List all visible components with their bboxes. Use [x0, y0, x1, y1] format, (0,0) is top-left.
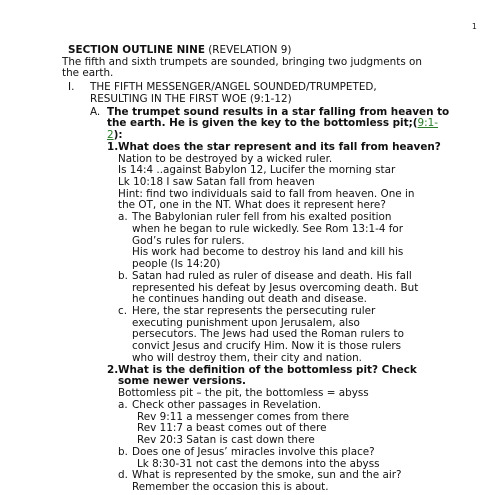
- page-number: 1: [471, 22, 477, 31]
- ref-rev-20-3: Rev 20:3 Satan is cast down there: [137, 434, 315, 447]
- sub-a-letter: a.: [118, 211, 128, 224]
- sub-c-line-3: persecutors. The Jews had used the Roman rulers to: [132, 328, 404, 341]
- answer-1-line-1: Nation to be destroyed by a wicked ruler.: [118, 152, 333, 165]
- sub-c-line-2: executing punishment upon Jerusalem, also: [132, 316, 360, 329]
- sub-2a-text: Check other passages in Revelation.: [132, 398, 322, 411]
- question-2-line-2: some newer versions.: [118, 375, 247, 388]
- sub-b-line-3: he continues handing out death and disease.: [132, 293, 367, 306]
- question-2-line-1: What is the definition of the bottomless pit? Check: [118, 363, 417, 376]
- sub-2a-letter: a.: [118, 398, 128, 411]
- ref-rev-9-11: Rev 9:11 a messenger comes from there: [137, 410, 350, 423]
- point-A-close: ):: [113, 129, 123, 142]
- sub-c-line-1: Here, the star represents the persecuting ruler: [132, 305, 376, 318]
- point-A-line-3: [107, 129, 123, 142]
- sub-a-line-1: The Babylonian ruler fell from his exalted position: [132, 211, 392, 224]
- sub-b-line-2: represented his defeat by Jesus overcoming death. But: [132, 281, 419, 294]
- sub-c-line-5: who will destroy them, their city and nation.: [132, 351, 362, 364]
- point-A-line-2: [107, 117, 438, 130]
- sub-b-line-1: Satan had ruled as ruler of disease and death. His fall: [132, 269, 412, 282]
- sub-c-letter: c.: [118, 305, 128, 318]
- outline-letter-A: A.: [90, 105, 101, 118]
- sub-2b-letter: b.: [118, 445, 128, 458]
- sub-a-line-4: His work had become to destroy his land and kill his: [132, 246, 404, 259]
- section-title-bold: SECTION OUTLINE NINE: [68, 44, 205, 56]
- sub-a-line-3: God’s rules for rulers.: [132, 234, 245, 247]
- sub-2b-line-2: Lk 8:30-31 not cast the demons into the abyss: [137, 457, 380, 470]
- question-1-number: 1.: [107, 140, 119, 153]
- outline-heading-I-line-1: THE FIFTH MESSENGER/ANGEL SOUNDED/TRUMPETED,: [90, 81, 377, 94]
- answer-1-line-4: Hint: find two individuals said to fall from heaven. One in: [118, 187, 415, 200]
- question-2-number: 2.: [107, 363, 119, 376]
- answer-1-line-5: the OT, one in the NT. What does it represent here?: [118, 199, 386, 212]
- sub-a-line-2: when he began to rule wickedly. See Rom 13:1-4 for: [132, 222, 404, 235]
- section-summary-line-2: the earth.: [62, 67, 114, 80]
- answer-2-line-1: Bottomless pit – the pit, the bottomless = abyss: [118, 387, 369, 400]
- sub-2d-line-2: Remember the occasion this is about.: [132, 481, 329, 493]
- section-summary-line-1: The fifth and sixth trumpets are sounded, bringing two judgments on: [62, 55, 422, 68]
- sub-2d-line-1: What is represented by the smoke, sun and the air?: [132, 469, 402, 482]
- sub-2d-letter: d.: [118, 469, 128, 482]
- ref-rev-11-7: Rev 11:7 a beast comes out of there: [137, 422, 327, 435]
- point-A-line-2-text: the earth. He is given the key to the bottomless pit;(: [107, 117, 418, 130]
- sub-2b-line-1: Does one of Jesus’ miracles involve this place?: [132, 445, 375, 458]
- sub-b-letter: b.: [118, 269, 128, 282]
- question-1: What does the star represent and its fall from heaven?: [118, 140, 441, 153]
- scripture-link-9-1-2-part-2[interactable]: 2: [107, 129, 114, 142]
- outline-heading-I-line-2: RESULTING IN THE FIRST WOE (9:1-12): [90, 92, 292, 105]
- answer-1-line-2: Is 14:4 ..against Babylon 12, Lucifer the morning star: [118, 164, 396, 177]
- section-title-rest: (REVELATION 9): [204, 44, 292, 56]
- sub-a-line-5: people (Is 14:20): [132, 258, 221, 271]
- answer-1-line-3: Lk 10:18 I saw Satan fall from heaven: [118, 175, 315, 188]
- scripture-link-9-1-2-part-1[interactable]: 9:1-: [417, 117, 438, 130]
- point-A-line-1: The trumpet sound results in a star falling from heaven to: [107, 105, 450, 118]
- section-title: [68, 44, 291, 57]
- sub-c-line-4: convict Jesus and crucify Him. Now it is those rulers: [132, 340, 402, 353]
- outline-numeral-I: I.: [68, 81, 75, 94]
